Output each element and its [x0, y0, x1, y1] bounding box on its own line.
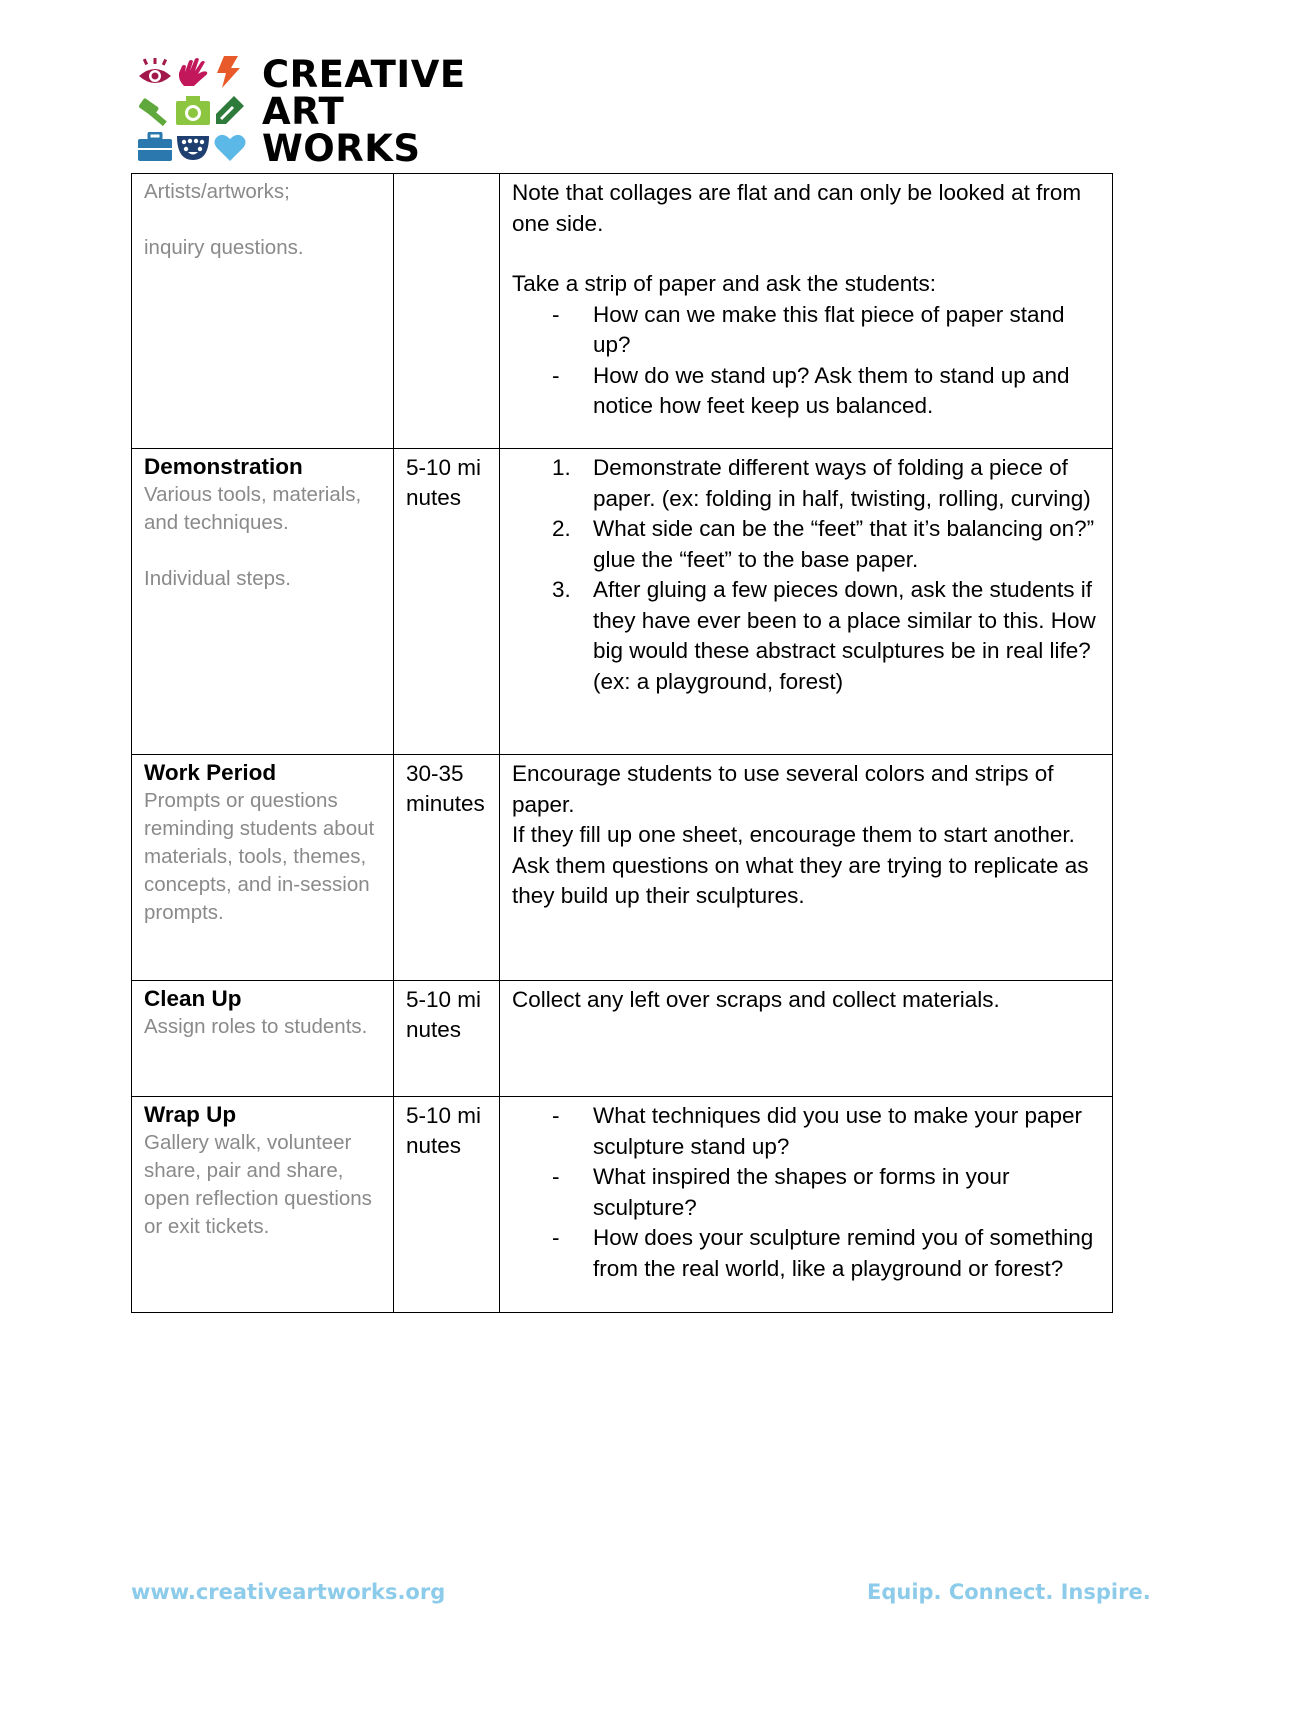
paragraph: Ask them questions on what they are trying to replicate as they build up their sculptures.	[512, 852, 1089, 908]
stage-cell	[132, 981, 394, 1097]
table-row	[132, 174, 1113, 449]
paragraph: Collect any left over scraps and collect materials.	[512, 987, 1000, 1012]
briefcase-icon	[138, 132, 172, 162]
duration: 5-10 minutes	[406, 987, 482, 1042]
stage-title: Clean Up	[144, 986, 242, 1011]
logo-wordmark	[262, 53, 466, 170]
list-item	[512, 453, 1100, 514]
camera-icon	[176, 94, 210, 126]
content-cell	[500, 755, 1113, 981]
list-item	[512, 575, 1100, 697]
stage-description: Various tools, materials, and techniques.	[144, 483, 362, 534]
table-row	[132, 1097, 1113, 1313]
table-row	[132, 449, 1113, 755]
eye-icon	[138, 58, 172, 88]
stage-title: Work Period	[144, 760, 277, 785]
list-item: - How do we stand up? Ask them to stand up and notice how feet keep us balanced.	[512, 361, 1100, 422]
logo-line-1: CREATIVE	[262, 53, 466, 96]
bullet-list	[512, 1101, 1100, 1284]
content-cell	[500, 449, 1113, 755]
stage-title: Wrap Up	[144, 1102, 237, 1127]
hand-icon	[176, 56, 210, 88]
duration-cell	[394, 1097, 500, 1313]
table-row	[132, 981, 1113, 1097]
paragraph: Encourage students to use several colors and strips of paper.	[512, 761, 1054, 817]
content-cell	[500, 1097, 1113, 1313]
palette-icon	[176, 132, 210, 162]
table-row	[132, 755, 1113, 981]
stage-cell	[132, 174, 394, 449]
stage-cell	[132, 755, 394, 981]
creative-art-works-logo	[138, 53, 466, 170]
stage-description: Individual steps.	[144, 567, 292, 590]
bullet-list	[512, 300, 1100, 422]
list-text: After gluing a few pieces down, ask the students if they have ever been to a place similar to this. How big would these abstract sculptures be in real life? (ex: a playground, forest)	[593, 577, 1096, 694]
list-item	[512, 514, 1100, 575]
duration: 30-35 minutes	[406, 761, 485, 816]
stage-description: Artists/artworks;	[144, 180, 290, 203]
list-item: - What inspired the shapes or forms in your sculpture?	[512, 1162, 1100, 1223]
pencil-icon	[214, 94, 246, 126]
logo-icon-grid	[138, 56, 250, 166]
paragraph: If they fill up one sheet, encourage them to start another.	[512, 822, 1075, 847]
duration-cell	[394, 174, 500, 449]
heart-icon	[214, 132, 246, 162]
stage-description: Assign roles to students.	[144, 1015, 368, 1038]
list-number: 3.	[552, 577, 571, 602]
paragraph: Take a strip of paper and ask the students:	[512, 271, 937, 296]
duration-cell	[394, 755, 500, 981]
lightning-icon	[214, 56, 242, 88]
stage-description: Prompts or questions reminding students about materials, tools, themes, concepts, and in-session prompts.	[144, 789, 375, 924]
duration: 5-10 minutes	[406, 1103, 482, 1158]
content-cell	[500, 174, 1113, 449]
list-number: 2.	[552, 516, 571, 541]
stage-cell	[132, 1097, 394, 1313]
stage-description: Gallery walk, volunteer share, pair and share, open reflection questions or exit tickets.	[144, 1131, 372, 1238]
footer-tagline: Equip. Connect. Inspire.	[867, 1580, 1151, 1604]
duration: 5-10 minutes	[406, 455, 482, 510]
list-text: Demonstrate different ways of folding a piece of paper. (ex: folding in half, twisting, rolling, curving)	[593, 455, 1091, 511]
stage-description: inquiry questions.	[144, 236, 304, 259]
logo-line-2: ART	[262, 90, 345, 133]
list-text: What side can be the “feet” that it’s balancing on?” glue the “feet” to the base paper.	[593, 516, 1095, 572]
duration-cell	[394, 449, 500, 755]
content-cell	[500, 981, 1113, 1097]
lesson-plan-table	[131, 173, 1113, 1313]
list-number: 1.	[552, 455, 571, 480]
footer-website-link[interactable]: www.creativeartworks.org	[131, 1580, 446, 1604]
duration-cell	[394, 981, 500, 1097]
numbered-list	[512, 453, 1100, 697]
paragraph: Note that collages are flat and can only be looked at from one side.	[512, 180, 1082, 236]
list-item: - How can we make this flat piece of paper stand up?	[512, 300, 1100, 361]
hammer-icon	[138, 94, 172, 126]
list-item: - How does your sculpture remind you of something from the real world, like a playground or forest?	[512, 1223, 1100, 1284]
stage-title: Demonstration	[144, 454, 303, 479]
list-item: - What techniques did you use to make your paper sculpture stand up?	[512, 1101, 1100, 1162]
logo-line-3: WORKS	[262, 127, 421, 170]
stage-cell	[132, 449, 394, 755]
